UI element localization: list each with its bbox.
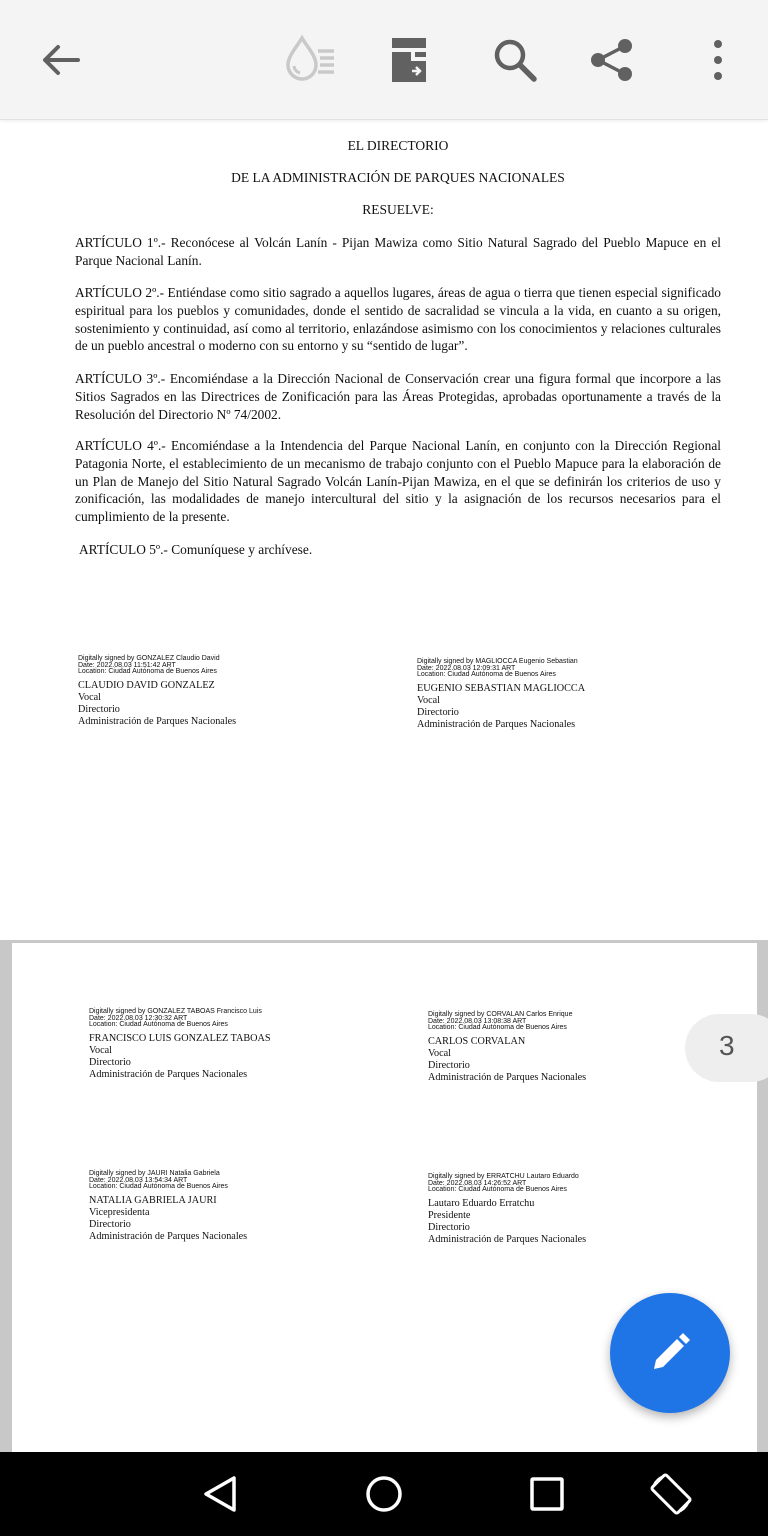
nav-back-button[interactable] (190, 1464, 250, 1524)
signer-body: Directorio (78, 704, 120, 716)
article-5: ARTÍCULO 5º.- Comuníquese y archívese. (79, 542, 313, 557)
edit-fab-button[interactable] (610, 1293, 730, 1413)
nav-home-icon (364, 1474, 404, 1514)
signer-body: Directorio (417, 707, 459, 719)
signer-org: Administración de Parques Nacionales (89, 1231, 248, 1243)
signer-org: Administración de Parques Nacionales (428, 1234, 587, 1246)
signer-body: Directorio (428, 1060, 470, 1072)
ink-drop-button[interactable] (278, 30, 338, 90)
system-nav-bar (0, 1452, 768, 1536)
signer-org: Administración de Parques Nacionales (89, 1069, 248, 1081)
signer-org: Administración de Parques Nacionales (428, 1072, 587, 1084)
signature-date: Date: 2022.08.03 13:08:38 ART (428, 1017, 527, 1025)
page-number-indicator (685, 1014, 768, 1082)
signature-block (428, 1012, 586, 1085)
signature-location: Location: Ciudad Autónoma de Buenos Aires (417, 671, 556, 678)
nav-recents-button[interactable] (517, 1464, 577, 1524)
search-icon (492, 37, 538, 83)
pencil-icon (646, 1329, 694, 1377)
signer-name: FRANCISCO LUIS GONZALEZ TABOAS (89, 1032, 271, 1044)
signature-signed-by: Digitally signed by MAGLIOCCA Eugenio Sebastian (417, 658, 578, 665)
ink-drop-icon (280, 32, 336, 88)
article-1: ARTÍCULO 1º.- Reconócese al Volcán Lanín - Pijan Mawiza como Sitio Natural Sagrado del Pueblo Mapuce en el Parque Nacional Lanín. (75, 235, 721, 268)
reflow-icon (390, 35, 430, 85)
signer-body: Directorio (89, 1057, 131, 1069)
signature-block (89, 1171, 247, 1244)
signature-date: Date: 2022.08.03 12:30:32 ART (89, 1014, 188, 1022)
more-options-button[interactable] (688, 30, 748, 90)
signature-block (89, 1009, 271, 1082)
signer-body: Directorio (428, 1222, 470, 1234)
document-page-2 (0, 121, 768, 940)
app-toolbar (0, 0, 768, 120)
signer-role: Vocal (89, 1044, 113, 1056)
signature-block (78, 656, 236, 729)
article-3: ARTÍCULO 3º.- Encomiéndase a la Dirección Nacional de Conservación crear una figura formal que incorpore a las Sitios Sagrados en las Directrices de Zonificación para las Áreas Protegidas, aprobadas oportunamente a través de la Resolución del Directorio Nº 74/2002. (75, 371, 721, 422)
rotate-screen-button[interactable] (641, 1464, 701, 1524)
share-button[interactable] (582, 30, 642, 90)
reflow-view-button[interactable] (380, 30, 440, 90)
article-4: ARTÍCULO 4º.- Encomiéndase a la Intendencia del Parque Nacional Lanín, en conjunto con la Dirección Regional Patagonia Norte, el establecimiento de un mecanismo de trabajo conjunto con el Pueblo Mapuce para la elaboración de un Plan de Manejo del Sitio Natural Sagrado Volcán Lanín-Pijan Mawiza, en el que se definirán los criterios de uso y zonificación, las modalidades de manejo intercultural del sitio y la asignación de los recursos necesarios para el cumplimiento de la presente. (75, 438, 721, 525)
signature-date: Date: 2022.08.03 13:54:34 ART (89, 1176, 188, 1184)
signer-name: EUGENIO SEBASTIAN MAGLIOCCA (417, 682, 586, 694)
back-button[interactable] (30, 30, 90, 90)
more-vert-icon (708, 38, 728, 82)
heading-resuelve: RESUELVE: (362, 202, 434, 217)
signature-location: Location: Ciudad Autónoma de Buenos Aires (428, 1186, 567, 1193)
signer-org: Administración de Parques Nacionales (417, 719, 576, 731)
heading-administracion: DE LA ADMINISTRACIÓN DE PARQUES NACIONALES (231, 170, 565, 185)
signer-name: CLAUDIO DAVID GONZALEZ (78, 679, 215, 691)
signature-location: Location: Ciudad Autónoma de Buenos Aires (89, 1183, 228, 1190)
signer-body: Directorio (89, 1219, 131, 1231)
signer-name: Lautaro Eduardo Erratchu (428, 1197, 535, 1209)
signer-name: CARLOS CORVALAN (428, 1035, 526, 1047)
page-number: 3 (719, 1030, 735, 1061)
nav-recents-icon (529, 1476, 565, 1512)
share-icon (589, 37, 635, 83)
signer-role: Vocal (417, 694, 441, 706)
heading-directorio: EL DIRECTORIO (347, 138, 449, 153)
nav-home-button[interactable] (354, 1464, 414, 1524)
signature-date: Date: 2022.08.03 11:51:42 ART (78, 661, 176, 669)
signature-signed-by: Digitally signed by ERRATCHU Lautaro Eduardo (428, 1173, 579, 1180)
search-button[interactable] (485, 30, 545, 90)
nav-back-icon (202, 1474, 238, 1514)
signer-role: Presidente (428, 1209, 471, 1221)
signer-name: NATALIA GABRIELA JAURI (89, 1194, 217, 1206)
signer-role: Vocal (78, 691, 102, 703)
article-2: ARTÍCULO 2º.- Entiéndase como sitio sagrado a aquellos lugares, áreas de agua o tierra que tienen especial significado espiritual para los pueblos y comunidades, donde el sentido de sacralidad se vincula a la vida, en cuanto a su origen, sostenimiento y continuidad, así como al territorio, enlazándose asimismo con los conocimientos y relaciones culturales de un pueblo ancestral o moderno con su entorno y su “sentido de lugar”. (75, 285, 721, 354)
signer-role: Vocal (428, 1047, 452, 1059)
signature-signed-by: Digitally signed by GONZALEZ TABOAS Francisco Luis (89, 1008, 262, 1015)
signature-location: Location: Ciudad Autónoma de Buenos Aires (89, 1021, 228, 1028)
arrow-left-icon (38, 38, 82, 82)
signature-date: Date: 2022.08.03 12:09:31 ART (417, 664, 516, 672)
signer-org: Administración de Parques Nacionales (78, 716, 237, 728)
signature-block (428, 1174, 586, 1247)
rotate-icon (648, 1471, 694, 1517)
signature-block (417, 659, 585, 732)
signature-location: Location: Ciudad Autónoma de Buenos Aires (428, 1024, 567, 1031)
signature-signed-by: Digitally signed by CORVALAN Carlos Enrique (428, 1011, 573, 1018)
signature-signed-by: Digitally signed by JAURI Natalia Gabriela (89, 1170, 220, 1177)
signature-date: Date: 2022.08.03 14:26:52 ART (428, 1179, 527, 1187)
signature-location: Location: Ciudad Autónoma de Buenos Aires (78, 668, 217, 675)
signature-signed-by: Digitally signed by GONZALEZ Claudio David (78, 655, 220, 662)
signer-role: Vicepresidenta (89, 1206, 150, 1218)
